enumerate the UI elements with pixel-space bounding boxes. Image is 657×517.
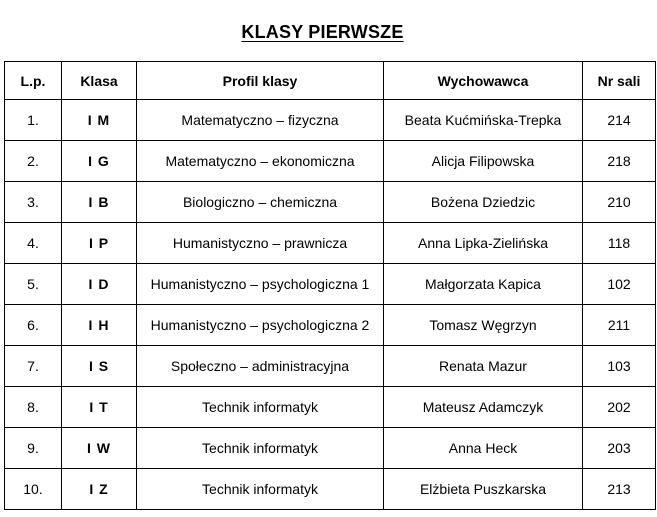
cell-lp: 4. bbox=[5, 223, 62, 264]
cell-sala: 214 bbox=[583, 100, 656, 141]
cell-sala: 213 bbox=[583, 469, 656, 510]
cell-lp: 6. bbox=[5, 305, 62, 346]
cell-wychowawca: Małgorzata Kapica bbox=[384, 264, 583, 305]
cell-lp: 1. bbox=[5, 100, 62, 141]
cell-klasa: I Z bbox=[62, 469, 137, 510]
cell-klasa: I P bbox=[62, 223, 137, 264]
cell-sala: 211 bbox=[583, 305, 656, 346]
cell-wychowawca: Alicja Filipowska bbox=[384, 141, 583, 182]
header-klasa: Klasa bbox=[62, 62, 137, 100]
cell-profil: Humanistyczno – psychologiczna 2 bbox=[137, 305, 384, 346]
cell-klasa: I B bbox=[62, 182, 137, 223]
cell-wychowawca: Bożena Dziedzic bbox=[384, 182, 583, 223]
cell-klasa: I W bbox=[62, 428, 137, 469]
cell-sala: 102 bbox=[583, 264, 656, 305]
cell-profil: Humanistyczno – psychologiczna 1 bbox=[137, 264, 384, 305]
cell-profil: Społeczno – administracyjna bbox=[137, 346, 384, 387]
table-row bbox=[5, 141, 656, 182]
cell-wychowawca: Elżbieta Puszkarska bbox=[384, 469, 583, 510]
cell-lp: 5. bbox=[5, 264, 62, 305]
cell-lp: 9. bbox=[5, 428, 62, 469]
header-sala: Nr sali bbox=[583, 62, 656, 100]
cell-lp: 10. bbox=[5, 469, 62, 510]
cell-wychowawca: Anna Heck bbox=[384, 428, 583, 469]
table-row bbox=[5, 305, 656, 346]
cell-profil: Biologiczno – chemiczna bbox=[137, 182, 384, 223]
cell-klasa: I M bbox=[62, 100, 137, 141]
classes-table bbox=[4, 61, 656, 510]
cell-profil: Technik informatyk bbox=[137, 428, 384, 469]
cell-sala: 118 bbox=[583, 223, 656, 264]
cell-profil: Matematyczno – fizyczna bbox=[137, 100, 384, 141]
cell-profil: Matematyczno – ekonomiczna bbox=[137, 141, 384, 182]
cell-sala: 210 bbox=[583, 182, 656, 223]
cell-lp: 2. bbox=[5, 141, 62, 182]
table-row bbox=[5, 428, 656, 469]
header-row bbox=[5, 62, 656, 100]
cell-sala: 203 bbox=[583, 428, 656, 469]
header-lp: L.p. bbox=[5, 62, 62, 100]
cell-klasa: I D bbox=[62, 264, 137, 305]
cell-wychowawca: Mateusz Adamczyk bbox=[384, 387, 583, 428]
cell-profil: Technik informatyk bbox=[137, 469, 384, 510]
header-profil: Profil klasy bbox=[137, 62, 384, 100]
cell-sala: 202 bbox=[583, 387, 656, 428]
cell-wychowawca: Tomasz Węgrzyn bbox=[384, 305, 583, 346]
cell-sala: 218 bbox=[583, 141, 656, 182]
cell-lp: 3. bbox=[5, 182, 62, 223]
cell-profil: Technik informatyk bbox=[137, 387, 384, 428]
cell-klasa: I S bbox=[62, 346, 137, 387]
table-row bbox=[5, 469, 656, 510]
cell-lp: 8. bbox=[5, 387, 62, 428]
page-title: KLASY PIERWSZE bbox=[241, 22, 404, 42]
table-row bbox=[5, 387, 656, 428]
cell-lp: 7. bbox=[5, 346, 62, 387]
table-row bbox=[5, 346, 656, 387]
cell-klasa: I T bbox=[62, 387, 137, 428]
cell-klasa: I H bbox=[62, 305, 137, 346]
cell-wychowawca: Renata Mazur bbox=[384, 346, 583, 387]
table-row bbox=[5, 100, 656, 141]
table-row bbox=[5, 264, 656, 305]
cell-sala: 103 bbox=[583, 346, 656, 387]
cell-profil: Humanistyczno – prawnicza bbox=[137, 223, 384, 264]
header-wychowawca: Wychowawca bbox=[384, 62, 583, 100]
cell-wychowawca: Beata Kućmińska-Trepka bbox=[384, 100, 583, 141]
cell-wychowawca: Anna Lipka-Zielińska bbox=[384, 223, 583, 264]
table-row bbox=[5, 223, 656, 264]
cell-klasa: I G bbox=[62, 141, 137, 182]
table-row bbox=[5, 182, 656, 223]
